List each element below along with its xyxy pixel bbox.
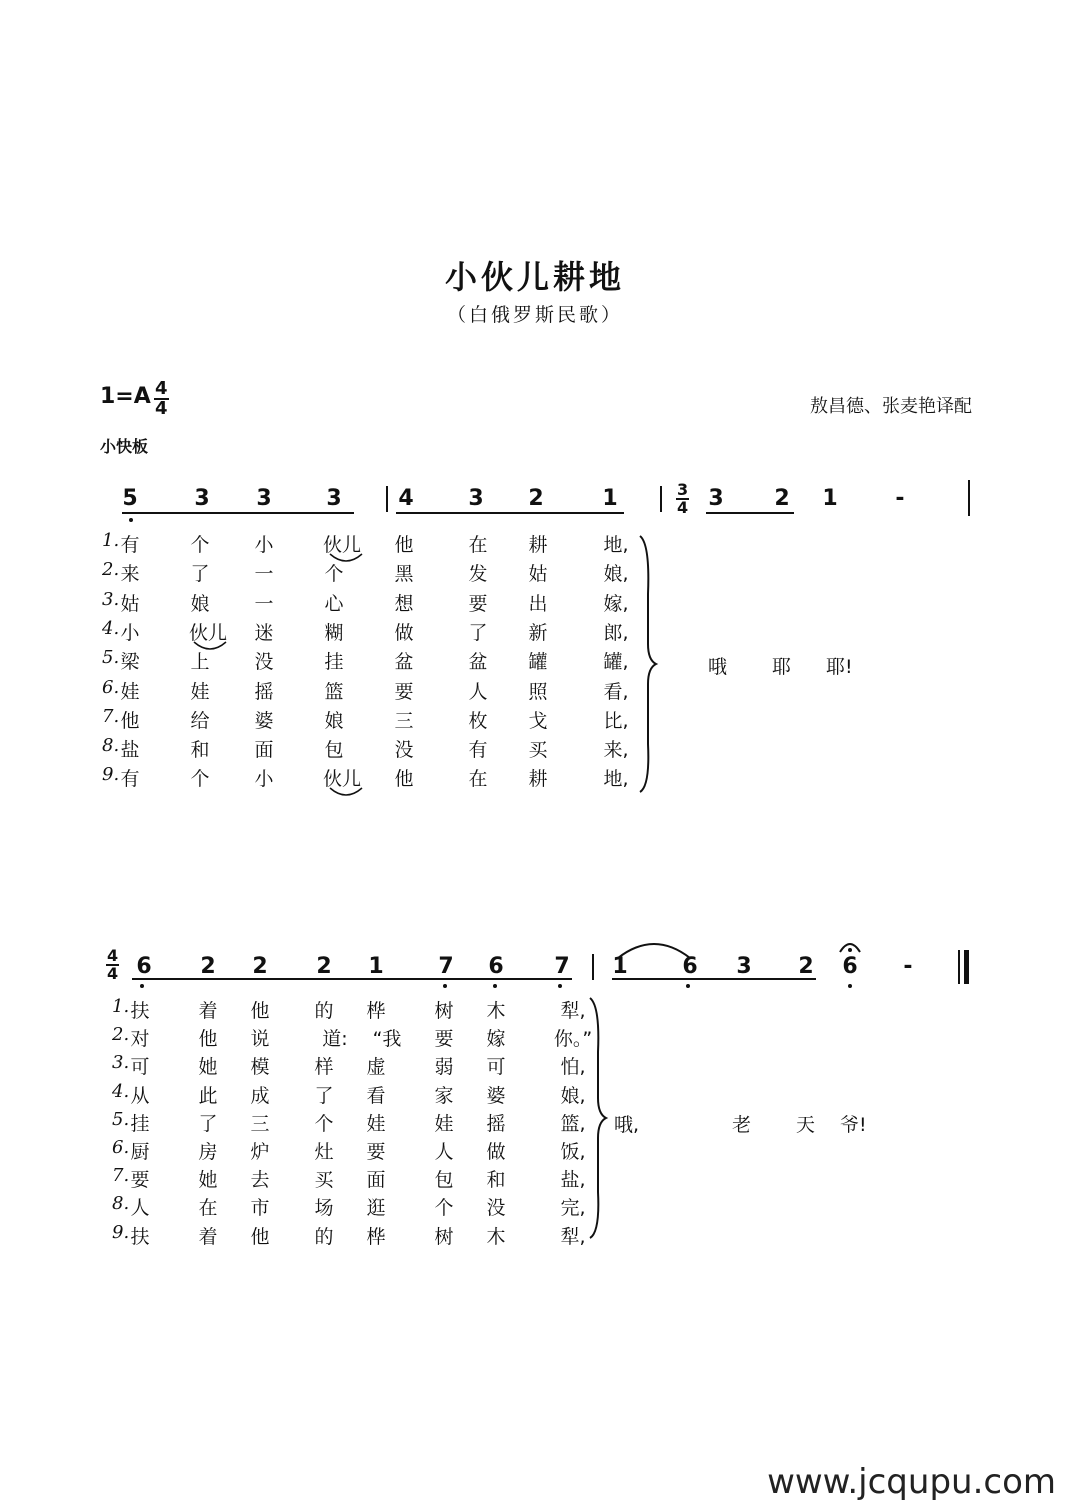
lyric-syllable: 灶 [314,1141,334,1163]
lyric-syllable: 扶 [130,1225,150,1248]
low-octave-dot [686,984,690,988]
lyric-syllable: 婆 [254,709,274,732]
lyric-syllable: 树 [434,1225,454,1248]
lyric-syllable: 罐, [603,651,629,674]
lyric-syllable: 树 [434,1000,454,1022]
refrain-word: 耶! [826,656,853,678]
site-watermark: www.jcqupu.com [767,1462,1056,1502]
lyric-syllable: 完, [560,1197,586,1220]
lyric-syllable: 嫁 [486,1028,506,1051]
note: 3 [194,486,210,511]
note: 6 [136,954,152,979]
time-change-4-4 [106,948,119,982]
lyric-syllable: 迷 [254,621,274,644]
lyric-syllable: 伙儿 [322,534,361,556]
lyric-syllable: 做 [394,621,414,644]
lyric-syllable: 厨 [130,1141,150,1163]
refrain-word: 老 [732,1114,752,1136]
lyric-syllable: 婆 [486,1084,506,1107]
lyric-syllable: 逛 [366,1197,386,1220]
time-change-numerator: 4 [107,946,119,965]
lyric-syllable: 市 [250,1197,270,1220]
tempo-marking: 小快板 [100,437,149,456]
lyric-syllable: 此 [198,1084,218,1107]
lyric-syllable: 可 [486,1056,506,1079]
lyric-syllable: 做 [486,1141,506,1163]
lyric-syllable: 对 [130,1028,150,1051]
lyric-syllable: 场 [314,1197,334,1220]
time-change-3-4 [676,482,689,516]
song-title: 小伙儿耕地 [444,258,625,296]
note: 6 [842,954,858,979]
note: 1 [822,486,838,511]
refrain-word: 天 [796,1114,816,1136]
refrain-word: 爷! [840,1114,867,1136]
translator-credit: 敖昌德、张麦艳译配 [810,396,972,417]
lyric-syllable: 买 [528,739,548,762]
lyric-syllable: 他 [120,709,140,732]
lyric-syllable: 娃 [120,680,140,703]
lyric-syllable: 姑 [528,563,548,586]
lyric-syllable: 要 [366,1141,386,1163]
refrain-word: 耶 [772,656,792,678]
lyric-syllable: 去 [250,1169,270,1192]
lyric-syllable: 娘, [603,563,629,586]
verse-number: 3. [112,1052,130,1074]
verse-number: 1. [112,996,130,1017]
note: 3 [468,486,484,511]
lyric-syllable: 买 [314,1169,334,1192]
lyric-syllable: 成 [250,1084,270,1107]
lyric-syllable: 盐, [560,1169,586,1192]
low-octave-dot [493,984,497,988]
lyric-syllable: 三 [394,709,414,732]
lyric-syllable: 桦 [366,1000,386,1022]
lyric-syllable: 木 [486,1225,506,1248]
lyric-syllable: 罐 [528,651,548,674]
barline [968,480,970,516]
lyric-syllable: 姑 [120,592,140,615]
note: 3 [736,954,752,979]
lyric-syllable: 的 [314,1225,334,1248]
verse-number: 4. [112,1080,130,1102]
lyric-syllable: 说 [250,1028,270,1051]
lyric-syllable: 看, [603,680,629,703]
lyric-syllable: 发 [468,563,488,586]
lyric-syllable: 梁 [120,651,140,674]
time-change-denominator: 4 [107,964,119,983]
time-change-denominator: 4 [677,498,689,517]
lyric-syllable: 炉 [250,1141,270,1163]
lyric-syllable: 模 [250,1056,270,1079]
lyric-syllable: 他 [250,1000,270,1022]
underline-beam [706,512,794,514]
note: 7 [554,954,570,979]
lyric-syllable: 和 [486,1169,506,1192]
lyric-syllable: 他 [198,1028,218,1051]
lyric-syllable: 三 [250,1112,270,1135]
lyric-syllable: 照 [528,680,548,703]
underline-beam [122,512,354,514]
lyric-syllable: 娃 [434,1112,454,1135]
lyric-syllable: 从 [130,1084,150,1107]
verse-brace [636,534,660,794]
lyric-syllable: 有 [120,768,140,791]
lyric-syllable: 要 [434,1028,454,1051]
lyric-syllable: 新 [528,621,548,644]
lyric-syllable: 没 [254,651,274,674]
note: 7 [438,954,454,979]
lyric-syllable: 她 [198,1056,218,1079]
lyric-syllable: 盆 [394,651,414,674]
lyric-syllable: 娘 [324,709,344,732]
lyric-syllable: 扶 [130,1000,150,1022]
verse-number: 2. [102,559,120,581]
lyric-syllable: 盐 [120,739,140,762]
note: 2 [528,486,544,511]
low-octave-dot [140,984,144,988]
lyric-syllable: 没 [394,739,414,762]
time-signature-denominator: 4 [155,398,168,419]
note: 3 [256,486,272,511]
lyric-syllable: 小 [120,621,140,644]
verse-number: 7. [112,1165,130,1187]
verse-number: 8. [112,1193,130,1215]
underline-beam [612,978,816,980]
note: 6 [488,954,504,979]
lyric-syllable: 一 [254,563,274,586]
lyric-syllable: 犁, [560,1000,586,1022]
lyric-syllable: 在 [198,1197,218,1220]
lyric-syllable: 黑 [394,563,414,586]
note: 1 [602,486,618,511]
lyric-syllable: 小 [254,768,274,791]
lyric-syllable: 比, [603,709,629,732]
lyric-syllable: 耕 [528,534,548,556]
lyric-syllable: 在 [468,768,488,791]
refrain-word: 哦, [614,1114,640,1136]
note: 2 [200,954,216,979]
lyric-syllable: 娘, [560,1084,586,1107]
note: 6 [682,954,698,979]
lyric-syllable: 摇 [254,680,274,703]
lyric-syllable: 包 [324,739,344,762]
lyric-syllable: 着 [198,1000,218,1022]
lyric-syllable: 嫁, [603,592,629,615]
note: 2 [798,954,814,979]
key-signature: 1=A [100,384,151,409]
lyric-syllable: 在 [468,534,488,556]
verse-number: 7. [102,705,120,727]
verse-number: 6. [112,1137,130,1158]
verse-number: 5. [112,1108,130,1130]
verse-number: 2. [112,1024,130,1046]
lyric-syllable: 枚 [468,709,488,732]
lyric-syllable: 个 [190,768,210,791]
note: 3 [326,486,342,511]
note: 5 [122,486,138,511]
lyric-syllable: 看 [366,1084,386,1107]
lyric-syllable: 盆 [468,651,488,674]
lyric-syllable: “我 [372,1028,402,1051]
note: 1 [368,954,384,979]
lyric-syllable: 面 [366,1169,386,1192]
dash-note: - [895,486,905,511]
lyric-syllable: 给 [190,709,210,732]
lyric-syllable: 弱 [434,1056,454,1079]
lyric-syllable: 了 [314,1084,334,1107]
lyric-syllable: 耕 [528,768,548,791]
time-signature-numerator: 4 [155,378,168,399]
lyric-syllable: 怕, [560,1056,586,1079]
lyric-syllable: 娘 [190,592,210,615]
lyric-syllable: 要 [130,1169,150,1192]
lyric-syllable: 有 [468,739,488,762]
verse-number: 8. [102,735,120,757]
lyric-syllable: 摇 [486,1112,506,1135]
lyric-syllable: 来 [120,563,140,586]
lyric-syllable: 娃 [366,1112,386,1135]
verse-number: 4. [102,617,120,639]
low-octave-dot [129,518,133,522]
barline [386,486,388,512]
dash-note: - [903,954,913,979]
lyric-syllable: 虚 [366,1056,386,1079]
low-octave-dot [443,984,447,988]
lyric-syllable: 个 [190,534,210,556]
lyric-syllable: 道: [322,1028,348,1051]
lyric-syllable: 伙儿 [322,768,361,791]
note: 2 [252,954,268,979]
lyric-syllable: 要 [468,592,488,615]
lyric-syllable: 上 [190,651,210,674]
song-subtitle: （白俄罗斯民歌） [446,304,623,326]
lyric-syllable: 他 [250,1225,270,1248]
note: 4 [398,486,414,511]
final-barline-thin [958,950,960,984]
lyric-syllable: 伙儿 [188,621,227,644]
lyric-syllable: 着 [198,1225,218,1248]
lyric-syllable: 地, [603,768,629,791]
lyric-syllable: 包 [434,1169,454,1192]
lyric-syllable: 个 [434,1197,454,1220]
lyric-syllable: 人 [130,1197,150,1220]
barline [660,486,662,512]
note: 2 [774,486,790,511]
lyric-syllable: 挂 [324,651,344,674]
verse-number: 6. [102,676,120,698]
lyric-syllable: 挂 [130,1112,150,1135]
low-octave-dot [558,984,562,988]
note: 1 [612,954,628,979]
time-change-numerator: 3 [677,480,689,499]
lyric-syllable: 可 [130,1056,150,1079]
lyric-syllable: 你。” [553,1028,593,1051]
lyric-syllable: 桦 [366,1225,386,1248]
lyric-syllable: 心 [324,592,344,615]
low-octave-dot [848,984,852,988]
lyric-syllable: 和 [190,739,210,762]
lyric-syllable: 个 [324,563,344,586]
note: 2 [316,954,332,979]
lyric-syllable: 郎, [603,621,629,644]
barline [592,954,594,980]
lyric-syllable: 戈 [528,709,548,732]
lyric-syllable: 饭, [560,1141,586,1163]
lyric-syllable: 木 [486,1000,506,1022]
note: 3 [708,486,724,511]
time-signature [154,380,169,418]
lyric-syllable: 没 [486,1197,506,1220]
verse-number: 1. [102,530,120,551]
lyric-syllable: 了 [190,563,210,586]
lyric-syllable: 他 [394,768,414,791]
verse-number: 3. [102,588,120,610]
lyric-syllable: 个 [314,1112,334,1135]
lyric-syllable: 娃 [190,680,210,703]
verse-number: 9. [112,1221,130,1243]
refrain-word: 哦 [708,656,728,678]
lyric-syllable: 面 [254,739,274,762]
lyric-syllable: 他 [394,534,414,556]
verse-number: 5. [102,647,120,669]
lyric-syllable: 样 [314,1056,334,1079]
underline-beam [396,512,624,514]
lyric-syllable: 想 [394,592,414,615]
lyric-syllable: 有 [120,534,140,556]
lyric-syllable: 房 [198,1141,218,1163]
lyric-syllable: 糊 [324,621,344,644]
lyric-syllable: 了 [198,1112,218,1135]
lyric-syllable: 出 [528,592,548,615]
lyric-syllable: 篮 [324,680,344,703]
lyric-syllable: 人 [434,1141,454,1163]
lyric-syllable: 篮, [560,1112,586,1135]
lyric-syllable: 要 [394,680,414,703]
lyric-syllable: 了 [468,621,488,644]
lyric-syllable: 一 [254,592,274,615]
lyric-syllable: 小 [254,534,274,556]
final-barline-thick [964,950,969,984]
lyric-syllable: 犁, [560,1225,586,1248]
lyric-syllable: 人 [468,680,488,703]
lyric-syllable: 她 [198,1169,218,1192]
lyric-syllable: 家 [434,1084,454,1107]
verse-number: 9. [102,764,120,786]
lyric-syllable: 地, [603,534,629,556]
lyric-syllable: 来, [603,739,629,762]
lyric-syllable: 的 [314,1000,334,1022]
